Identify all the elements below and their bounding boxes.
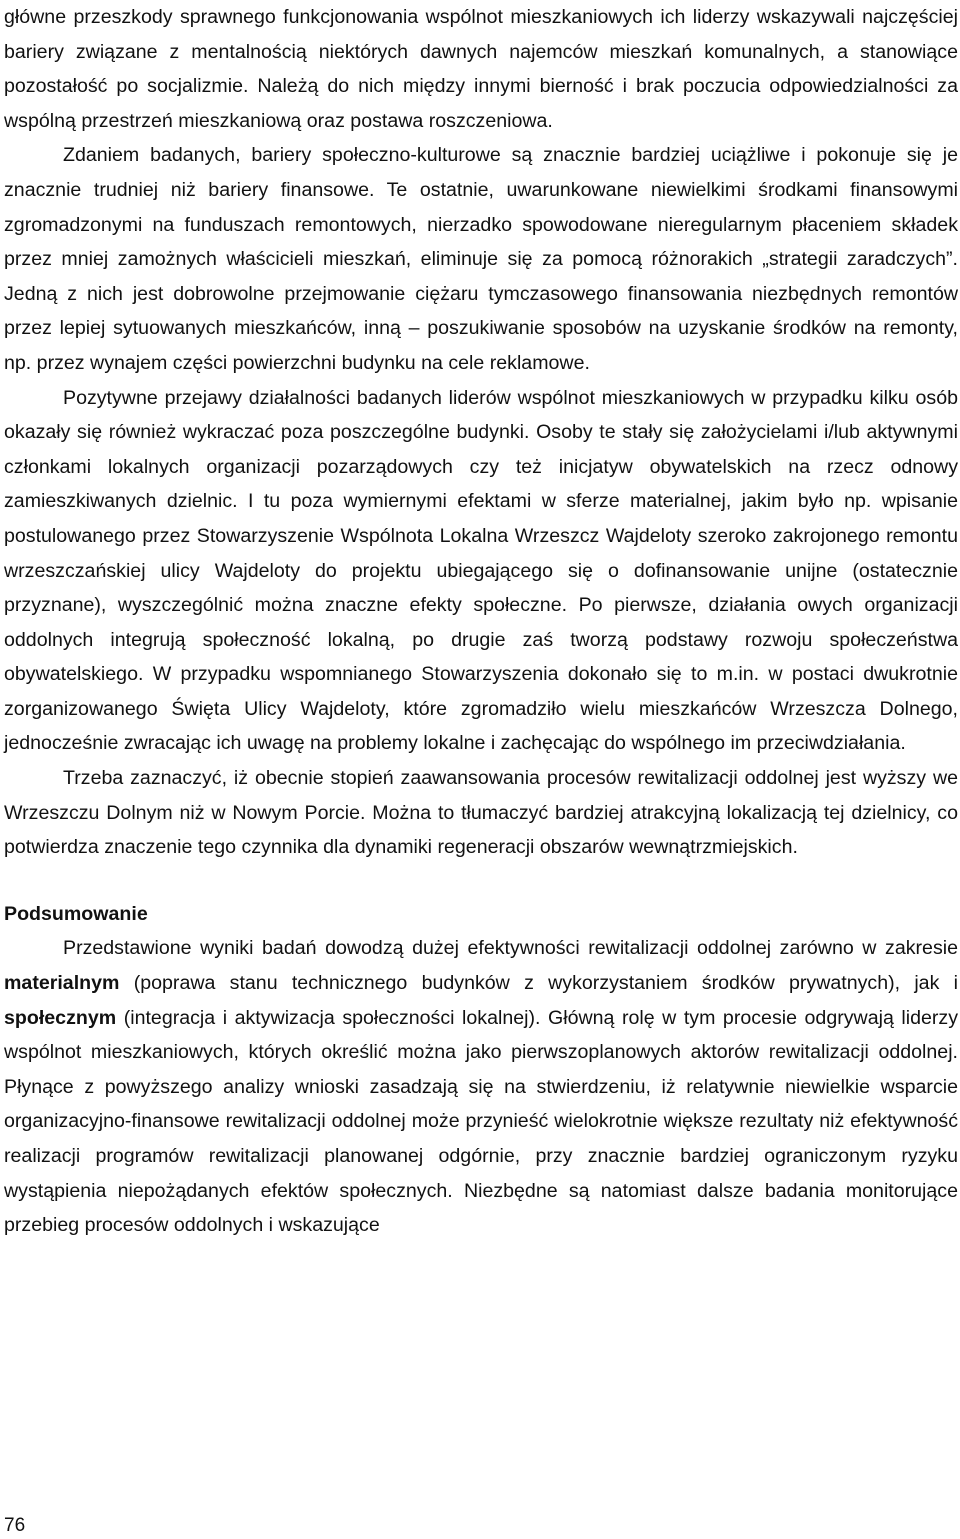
summary-text-1: Przedstawione wyniki badań dowodzą dużej efektywności rewitalizacji oddolnej zarówno w zakresie [63,937,958,960]
paragraph-positive-effects: Pozytywne przejawy działalności badanych liderów wspólnot mieszkaniowych w przypadku kilku osób okazały się również wykraczać poza poszczególne budynki. Osoby te stały się założycielami i/lub aktywnymi członkami lokalnych organizacji pozarządowych czy też inicjatyw obywatelskich na rzecz odnowy zamieszkiwanych dzielnic. I tu poza wymiernymi efektami w sferze materialnej, jakim było np. wpisanie postulowanego przez Stowarzyszenie Wspólnota Lokalna Wrzeszcz Wajdeloty szeroko zakrojonego remontu wrzeszczańskiej ulicy Wajdeloty do projektu ubiegającego się o dofinansowanie unijne (ostatecznie przyznane), wyszczególnić można znaczne efekty społeczne. Po pierwsze, działania owych organizacji oddolnych integrują społeczność lokalną, po drugie zaś tworzą podstawy rozwoju społeczeństwa obywatelskiego. W przypadku wspomnianego Stowarzyszenia dokonało się to m.in. w postaci dwukrotnie zorganizowanego Święta Ulicy Wajdeloty, które zgromadziło wielu mieszkańców Wrzeszcza Dolnego, jednocześnie zwracając ich uwagę na problemy lokalne i zachęcając do wspólnego im przeciwdziałania. [4,386,958,755]
page-number: 76 [4,1515,26,1536]
paragraph-socio-cultural-barriers: Zdaniem badanych, bariery społeczno-kulturowe są znacznie bardziej uciążliwe i pokonuje się je znacznie trudniej niż bariery finansowe. Te ostatnie, uwarunkowane niewielkimi środkami finansowymi zgromadzonymi na funduszach remontowych, nierzadko spowodowane nieregularnym płaceniem składek przez mniej zamożnych właścicieli mieszkań, eliminuje się za pomocą różnorakich „strategii zaradczych”. Jedną z nich jest dobrowolne przejmowanie ciężaru tymczasowego finansowania niezbędnych remontów przez lepiej sytuowanych mieszkańców, inną – poszukiwanie sposobów na uzyskanie środków na remonty, np. przez wynajem części powierzchni budynku na cele reklamowe. [4,144,958,374]
section-heading: Podsumowanie [4,902,148,925]
summary-text-3: (integracja i aktywizacja społeczności lokalnej). Główną rolę w tym procesie odgrywają liderzy wspólnot mieszkaniowych, których określić można jako pierwszoplanowych aktorów rewitalizacji oddolnej. Płynące z powyższego analizy wnioski zasadzają się na stwierdzeniu, iż relatywnie niewielkie wsparcie organizacyjno-finansowe rewitalizacji oddolnej może przynieść wielokrotnie większe rezultaty niż efektywność realizacji programów rewitalizacji planowanej odgórnie, przy znacznie bardziej ograniczonym ryzyku wystąpienia niepożądanych efektów społecznych. Niezbędne są natomiast dalsze badania monitorujące przebieg procesów oddolnych i wskazujące [4,1006,958,1237]
summary-bold-material: materialnym [4,972,120,995]
paragraph-summary [4,931,958,1242]
paragraph-mentality-barriers: główne przeszkody sprawnego funkcjonowania wspólnot mieszkaniowych ich liderzy wskazywali najczęściej bariery związane z mentalnością niektórych dawnych najemców mieszkań komunalnych, a stanowiące pozostałość po socjalizmie. Należą do nich między innymi bierność i brak poczucia odpowiedzialności za wspólną przestrzeń mieszkaniową oraz postawa roszczeniowa. [4,6,958,132]
summary-bold-social: społecznym [4,1006,117,1029]
summary-text-2: (poprawa stanu technicznego budynków z wykorzystaniem środków prywatnych), jak i [119,972,958,995]
paragraph-district-comparison: Trzeba zaznaczyć, iż obecnie stopień zaawansowania procesów rewitalizacji oddolnej jest wyższy we Wrzeszczu Dolnym niż w Nowym Porcie. Można to tłumaczyć bardziej atrakcyjną lokalizacją tej dzielnicy, co potwierdza znaczenie tego czynnika dla dynamiki regeneracji obszarów wewnątrzmiejskich. [4,767,958,859]
document-page [4,0,958,1243]
